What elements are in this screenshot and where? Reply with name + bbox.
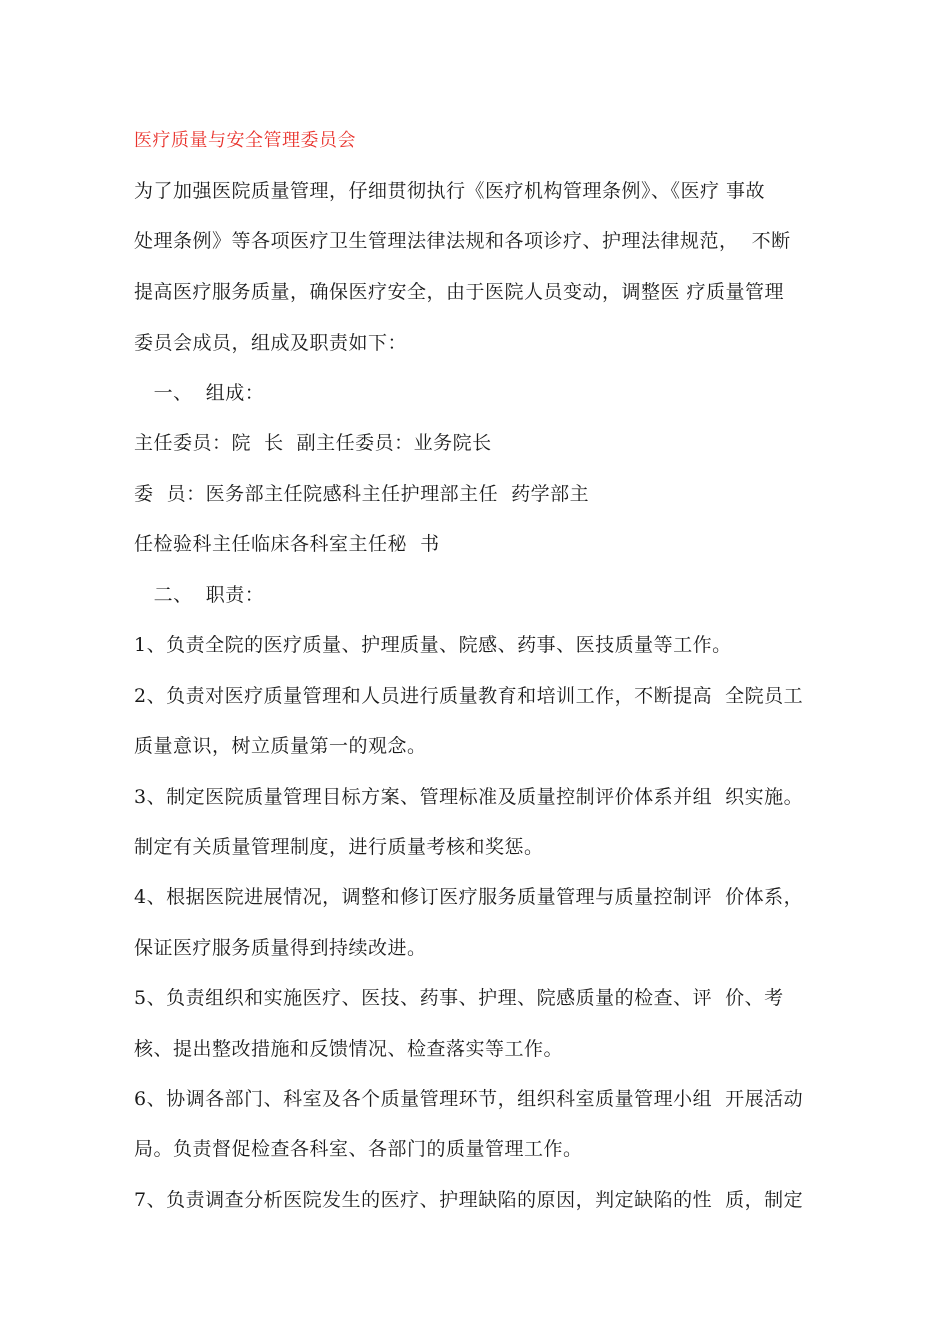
- body-line: 5、负责组织和实施医疗、医技、药事、护理、院感质量的检查、评 价、考: [134, 987, 784, 1009]
- body-line: 1、负责全院的医疗质量、护理质量、院感、药事、医技质量等工作。: [134, 634, 732, 656]
- body-line: 6、协调各部门、科室及各个质量管理环节，组织科室质量管理小组 开展活动: [134, 1088, 804, 1110]
- body-line: 提高医疗服务质量，确保医疗安全，由于医院人员变动，调整医 疗质量管理: [134, 281, 785, 303]
- document-title: 医疗质量与安全管理委员会: [134, 130, 356, 151]
- body-line: 3、制定医院质量管理目标方案、管理标准及质量控制评价体系并组 织实施。: [134, 786, 804, 808]
- body-line: 制定有关质量管理制度，进行质量考核和奖惩。: [134, 836, 544, 858]
- body-line: 4、根据医院进展情况，调整和修订医疗服务质量管理与质量控制评 价体系，: [134, 886, 804, 908]
- section-heading: 一、 组成：: [134, 382, 265, 404]
- body-line: 保证医疗服务质量得到持续改进。: [134, 937, 427, 959]
- body-line: 处理条例》等各项医疗卫生管理法律法规和各项诊疗、护理法律规范， 不断: [134, 230, 791, 252]
- section-heading: 二、 职责：: [134, 584, 265, 606]
- body-line: 质量意识，树立质量第一的观念。: [134, 735, 427, 757]
- body-line: 为了加强医院质量管理，仔细贯彻执行《医疗机构管理条例》、《医疗 事故: [134, 180, 766, 202]
- body-line: 7、负责调查分析医院发生的医疗、护理缺陷的原因，判定缺陷的性 质，制定: [134, 1189, 804, 1211]
- body-line: 2、负责对医疗质量管理和人员进行质量教育和培训工作，不断提高 全院员工: [134, 685, 804, 707]
- body-line: 局。负责督促检查各科室、各部门的质量管理工作。: [134, 1138, 583, 1160]
- body-line: 委员会成员，组成及职责如下：: [134, 332, 408, 354]
- body-line: 委 员：医务部主任院感科主任护理部主任 药学部主: [134, 483, 590, 505]
- body-line: 核、提出整改措施和反馈情况、检查落实等工作。: [134, 1038, 564, 1060]
- body-line: 任检验科主任临床各科室主任秘 书: [134, 533, 440, 555]
- body-line: 主任委员：院 长 副主任委员：业务院长: [134, 432, 492, 454]
